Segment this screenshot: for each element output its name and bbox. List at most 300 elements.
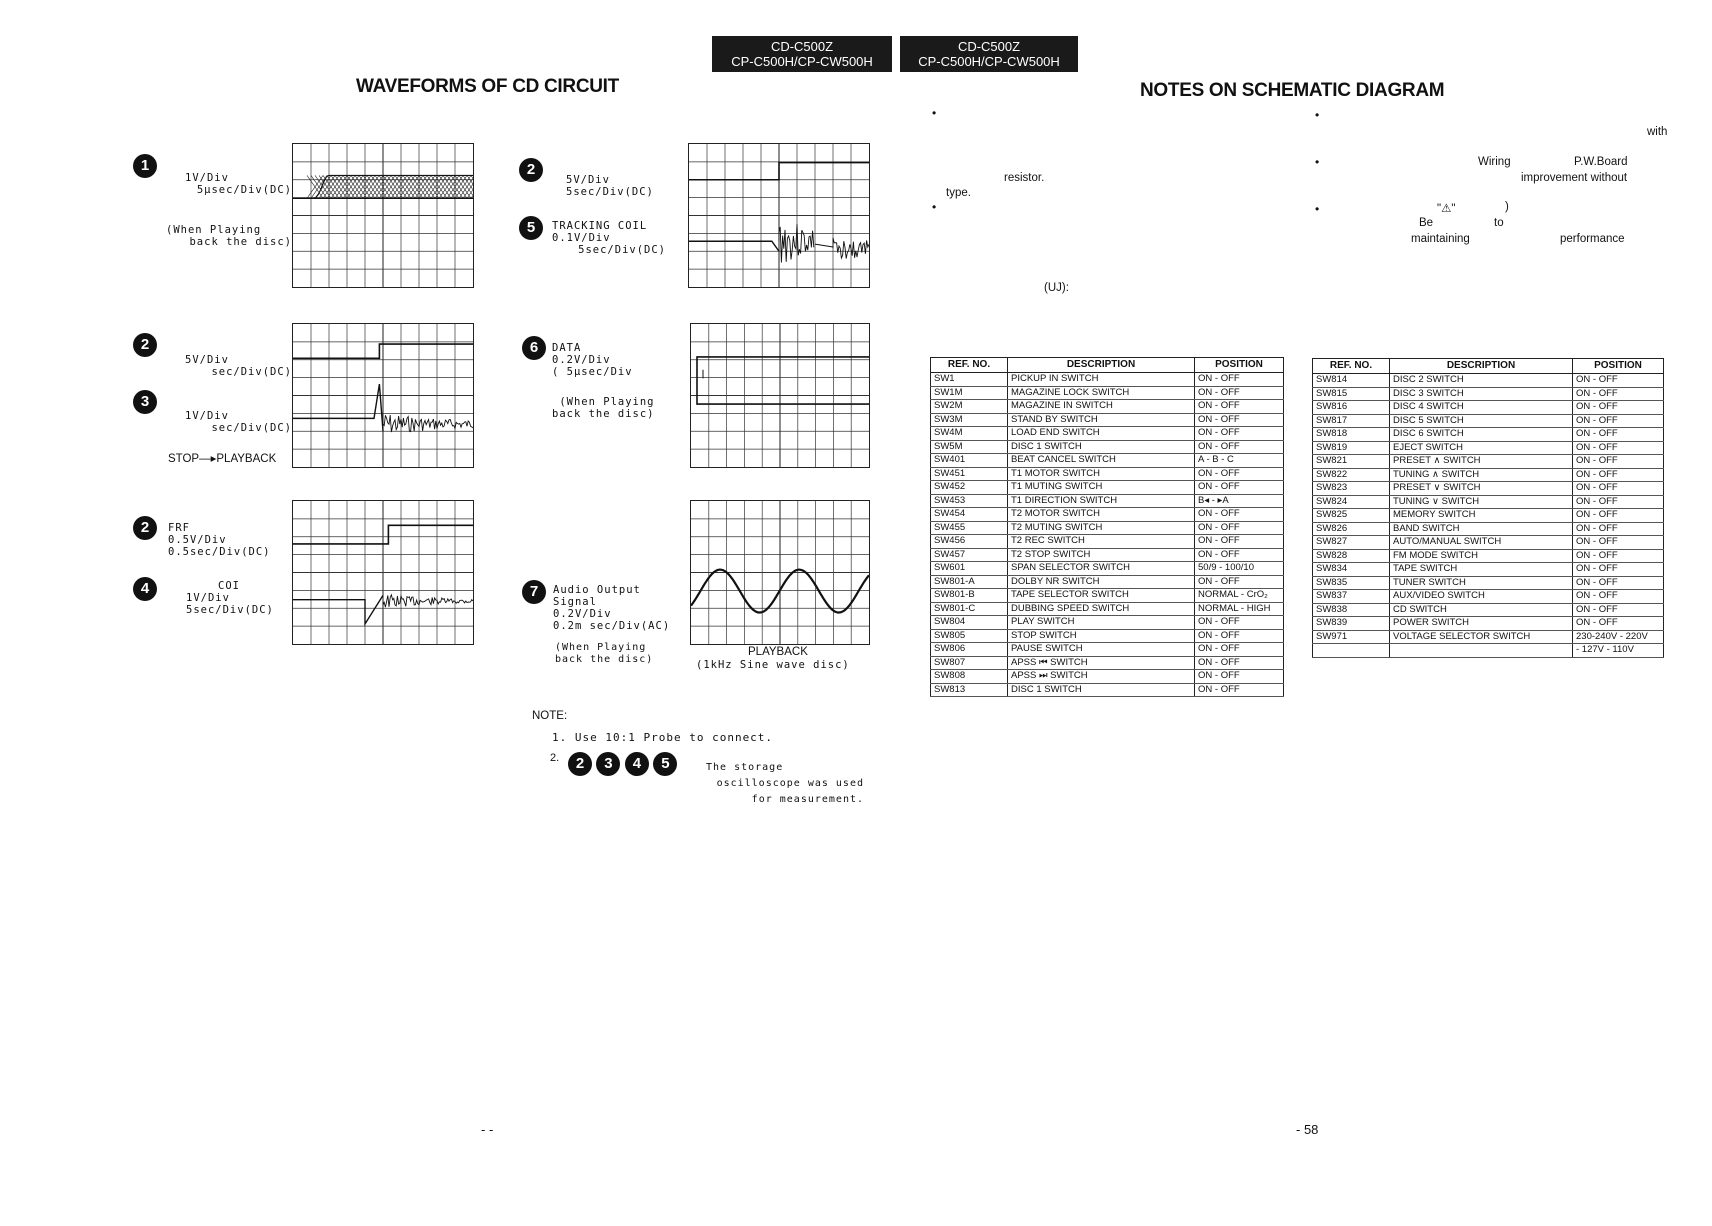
cell-ref: SW4M xyxy=(931,427,1008,441)
col-description: DESCRIPTION xyxy=(1390,359,1573,374)
text-be: Be xyxy=(1419,217,1434,229)
cell-ref: SW1M xyxy=(931,386,1008,400)
table-row xyxy=(931,386,1284,400)
waveform-2-labels xyxy=(566,174,654,198)
bullet: • xyxy=(1315,202,1320,216)
trace xyxy=(697,378,869,404)
table-row xyxy=(931,548,1284,562)
trace xyxy=(293,384,383,431)
scale-label: 5V/Div xyxy=(185,354,229,366)
table-row xyxy=(1313,576,1664,590)
note-2-num: 2. xyxy=(550,752,560,764)
table-row xyxy=(1313,455,1664,469)
scope-grid-7 xyxy=(690,500,870,645)
cell-description: PLAY SWITCH xyxy=(1008,616,1195,630)
cell-description: DUBBING SPEED SWITCH xyxy=(1008,602,1195,616)
signal-label: COI xyxy=(218,580,240,592)
cell-ref: SW808 xyxy=(931,670,1008,684)
cell-ref: SW823 xyxy=(1313,482,1390,496)
marker-2b: 2 xyxy=(133,516,157,540)
table-row xyxy=(931,670,1284,684)
text-wiring: Wiring xyxy=(1478,156,1511,168)
cell-position: ON - OFF xyxy=(1573,522,1664,536)
scale-label: 5sec/Div(DC) xyxy=(578,244,666,256)
cell-position: ON - OFF xyxy=(1573,563,1664,577)
table-header-row xyxy=(1313,359,1664,374)
table-row xyxy=(931,643,1284,657)
col-position: POSITION xyxy=(1573,359,1664,374)
marker-4-note: 4 xyxy=(625,752,649,776)
cell-description: MAGAZINE IN SWITCH xyxy=(1008,400,1195,414)
sine-disc-label: (1kHz Sine wave disc) xyxy=(696,659,850,671)
table-row xyxy=(1313,495,1664,509)
cell-ref: SW5M xyxy=(931,440,1008,454)
cell-position: ON - OFF xyxy=(1195,548,1284,562)
text-with: with xyxy=(1647,126,1668,138)
cell-ref: SW455 xyxy=(931,521,1008,535)
trace xyxy=(293,595,383,624)
table-row xyxy=(1313,441,1664,455)
cell-description: T2 REC SWITCH xyxy=(1008,535,1195,549)
cell-position: ON - OFF xyxy=(1195,508,1284,522)
cell-ref: SW839 xyxy=(1313,617,1390,631)
cell-description: VOLTAGE SELECTOR SWITCH xyxy=(1390,630,1573,644)
cell-ref: SW452 xyxy=(931,481,1008,495)
table-row xyxy=(931,521,1284,535)
cell-ref: SW814 xyxy=(1313,374,1390,388)
cell-description: LOAD END SWITCH xyxy=(1008,427,1195,441)
waveforms-title: WAVEFORMS OF CD CIRCUIT xyxy=(356,76,619,97)
col-ref: REF. NO. xyxy=(931,358,1008,373)
table-row xyxy=(931,589,1284,603)
cell-ref: SW835 xyxy=(1313,576,1390,590)
note-line: The storage xyxy=(706,762,784,773)
signal-label: FRF xyxy=(168,522,190,534)
cell-position: ON - OFF xyxy=(1573,617,1664,631)
cell-ref: SW805 xyxy=(931,629,1008,643)
cell-description: PRESET ∨ SWITCH xyxy=(1390,482,1573,496)
marker-1: 1 xyxy=(133,154,157,178)
cell-position: ON - OFF xyxy=(1195,643,1284,657)
cell-description: DISC 3 SWITCH xyxy=(1390,387,1573,401)
cell-description: STAND BY SWITCH xyxy=(1008,413,1195,427)
cell-position: ON - OFF xyxy=(1195,481,1284,495)
cell-position: 230-240V - 220V xyxy=(1573,630,1664,644)
cell-description: AUTO/MANUAL SWITCH xyxy=(1390,536,1573,550)
table-row xyxy=(931,413,1284,427)
table-row xyxy=(1313,549,1664,563)
cell-description: MEMORY SWITCH xyxy=(1390,509,1573,523)
scope-grid-6 xyxy=(690,323,870,468)
cell-description: T1 MOTOR SWITCH xyxy=(1008,467,1195,481)
cell-ref: SW1 xyxy=(931,373,1008,387)
cell-description: T2 STOP SWITCH xyxy=(1008,548,1195,562)
table-row xyxy=(931,616,1284,630)
scale-label: 5µsec/Div(DC) xyxy=(196,184,292,196)
table-row xyxy=(1313,630,1664,644)
model-banner-left xyxy=(712,36,892,72)
marker-2-note: 2 xyxy=(568,752,592,776)
trace xyxy=(697,357,869,378)
cell-position: ON - OFF xyxy=(1573,576,1664,590)
text-uj: (UJ): xyxy=(1044,282,1069,294)
bullet: • xyxy=(932,106,937,120)
note-2 xyxy=(550,752,559,764)
cell-position: ON - OFF xyxy=(1195,521,1284,535)
cell-ref: SW817 xyxy=(1313,414,1390,428)
cell-position: ON - OFF xyxy=(1195,575,1284,589)
bullet: • xyxy=(1315,155,1320,169)
col-description: DESCRIPTION xyxy=(1008,358,1195,373)
model-subtitle: CP-C500H/CP-CW500H xyxy=(918,54,1060,69)
cell-position: ON - OFF xyxy=(1573,509,1664,523)
cell-position: ON - OFF xyxy=(1195,427,1284,441)
table-row xyxy=(931,629,1284,643)
cell-ref: SW801-B xyxy=(931,589,1008,603)
cell-description: T2 MUTING SWITCH xyxy=(1008,521,1195,535)
cell-position: ON - OFF xyxy=(1573,455,1664,469)
cell-description: T1 DIRECTION SWITCH xyxy=(1008,494,1195,508)
cell-description: DISC 2 SWITCH xyxy=(1390,374,1573,388)
cell-description: PRESET ∧ SWITCH xyxy=(1390,455,1573,469)
text-resistor: resistor. xyxy=(1004,172,1045,184)
marker-5-note: 5 xyxy=(653,752,677,776)
cell-ref: SW456 xyxy=(931,535,1008,549)
cell-ref: SW819 xyxy=(1313,441,1390,455)
cell-ref: SW453 xyxy=(931,494,1008,508)
waveform-7-cond xyxy=(555,642,653,666)
waveform-24-labels xyxy=(168,522,271,558)
signal-label: Signal xyxy=(553,596,597,608)
cell-ref: SW801-C xyxy=(931,602,1008,616)
cell-position: NORMAL - HIGH xyxy=(1195,602,1284,616)
waveform-1-cond xyxy=(166,224,292,248)
cell-position: ON - OFF xyxy=(1195,373,1284,387)
table-row xyxy=(931,508,1284,522)
cell-position: ON - OFF xyxy=(1573,468,1664,482)
table-row xyxy=(931,683,1284,697)
trace xyxy=(689,163,869,180)
text-pwboard: P.W.Board xyxy=(1574,156,1628,168)
text-maintaining: maintaining xyxy=(1411,233,1470,245)
trace xyxy=(689,241,779,251)
cell-ref: SW837 xyxy=(1313,590,1390,604)
table-row xyxy=(1313,522,1664,536)
cell-ref: SW815 xyxy=(1313,387,1390,401)
cell-description: AUX/VIDEO SWITCH xyxy=(1390,590,1573,604)
cell-ref: SW827 xyxy=(1313,536,1390,550)
table-row xyxy=(1313,644,1664,658)
trace xyxy=(815,244,833,247)
table-row xyxy=(931,481,1284,495)
cell-description: T1 MUTING SWITCH xyxy=(1008,481,1195,495)
cell-ref: SW454 xyxy=(931,508,1008,522)
trace xyxy=(383,415,473,432)
model-title: CD-C500Z xyxy=(957,39,1021,54)
cell-description: DISC 1 SWITCH xyxy=(1008,683,1195,697)
cell-description: T2 MOTOR SWITCH xyxy=(1008,508,1195,522)
scale-label: 0.5V/Div xyxy=(168,534,227,546)
table-row xyxy=(931,656,1284,670)
cell-ref: SW2M xyxy=(931,400,1008,414)
cell-ref: SW813 xyxy=(931,683,1008,697)
cell-position: ON - OFF xyxy=(1195,400,1284,414)
cell-description xyxy=(1390,644,1573,658)
cell-ref: SW828 xyxy=(1313,549,1390,563)
cell-ref: SW834 xyxy=(1313,563,1390,577)
scope-grid-24 xyxy=(292,500,474,645)
cell-ref: SW807 xyxy=(931,656,1008,670)
cell-ref: SW821 xyxy=(1313,455,1390,469)
signal-label: DATA xyxy=(552,342,582,354)
table-row xyxy=(1313,428,1664,442)
col-position: POSITION xyxy=(1195,358,1284,373)
stop-playback-label: STOP—▸PLAYBACK xyxy=(168,453,277,465)
scale-label: 1V/Div xyxy=(185,172,229,184)
cell-position: ON - OFF xyxy=(1195,656,1284,670)
text-improvement: improvement without xyxy=(1521,172,1628,184)
switch-table-left xyxy=(930,357,1284,697)
marker-7: 7 xyxy=(522,580,546,604)
scale-label: 5sec/Div(DC) xyxy=(186,604,274,616)
text-type: type. xyxy=(946,187,971,199)
waveform-7-labels xyxy=(553,584,689,632)
marker-3-note: 3 xyxy=(596,752,620,776)
cell-position: B◂ - ▸A xyxy=(1195,494,1284,508)
scale-label: sec/Div(DC) xyxy=(211,422,292,434)
note-line: oscilloscope was used xyxy=(716,778,864,789)
cell-position: ON - OFF xyxy=(1573,536,1664,550)
cell-position: ON - OFF xyxy=(1573,549,1664,563)
cell-position: ON - OFF xyxy=(1195,535,1284,549)
marker-6: 6 xyxy=(522,336,546,360)
table-row xyxy=(1313,374,1664,388)
cell-position: ON - OFF xyxy=(1573,387,1664,401)
col-ref: REF. NO. xyxy=(1313,359,1390,374)
cell-position: A - B - C xyxy=(1195,454,1284,468)
cell-ref: SW601 xyxy=(931,562,1008,576)
cell-ref: SW451 xyxy=(931,467,1008,481)
marker-4: 4 xyxy=(133,577,157,601)
cell-description: TUNER SWITCH xyxy=(1390,576,1573,590)
cell-position: ON - OFF xyxy=(1573,374,1664,388)
cell-ref: SW401 xyxy=(931,454,1008,468)
scale-label: 5V/Div xyxy=(566,174,610,186)
cell-description: FM MODE SWITCH xyxy=(1390,549,1573,563)
scale-label: sec/Div(DC) xyxy=(211,366,292,378)
cell-description: APSS ⏮ SWITCH xyxy=(1008,656,1195,670)
scale-label: 0.5sec/Div(DC) xyxy=(168,546,271,558)
table-row xyxy=(931,575,1284,589)
cell-position: NORMAL - CrO₂ xyxy=(1195,589,1284,603)
cell-position: - 127V - 110V xyxy=(1573,644,1664,658)
table-row xyxy=(931,535,1284,549)
cell-description: TAPE SWITCH xyxy=(1390,563,1573,577)
scale-label: 0.1V/Div xyxy=(552,232,611,244)
cell-position: ON - OFF xyxy=(1195,616,1284,630)
table-row xyxy=(1313,590,1664,604)
cell-description: DOLBY NR SWITCH xyxy=(1008,575,1195,589)
cell-description: EJECT SWITCH xyxy=(1390,441,1573,455)
cell-ref: SW806 xyxy=(931,643,1008,657)
scale-label: 0.2V/Div xyxy=(553,608,612,620)
schematic-notes-title: NOTES ON SCHEMATIC DIAGRAM xyxy=(1140,80,1445,101)
condition-label: (When Playing xyxy=(166,224,262,236)
table-row xyxy=(1313,401,1664,415)
scope-grid-23 xyxy=(292,323,474,468)
table-row xyxy=(931,427,1284,441)
scale-label: 0.2m sec/Div(AC) xyxy=(553,620,671,632)
cell-description: PICKUP IN SWITCH xyxy=(1008,373,1195,387)
model-title: CD-C500Z xyxy=(770,39,834,54)
waveform-6-cond xyxy=(552,396,655,420)
table-row xyxy=(1313,603,1664,617)
condition-label: back the disc) xyxy=(189,236,292,248)
cell-description: POWER SWITCH xyxy=(1390,617,1573,631)
scale-label: ( 5µsec/Div xyxy=(552,366,633,378)
cell-ref: SW3M xyxy=(931,413,1008,427)
text-to: to xyxy=(1494,217,1504,229)
cell-ref: SW804 xyxy=(931,616,1008,630)
cell-ref: SW971 xyxy=(1313,630,1390,644)
cell-description: DISC 4 SWITCH xyxy=(1390,401,1573,415)
cell-ref: SW838 xyxy=(1313,603,1390,617)
table-row xyxy=(1313,468,1664,482)
cell-position: ON - OFF xyxy=(1573,414,1664,428)
table-row xyxy=(1313,387,1664,401)
cell-position: ON - OFF xyxy=(1573,482,1664,496)
cell-ref: SW457 xyxy=(931,548,1008,562)
text-paren: ) xyxy=(1505,201,1509,213)
cell-ref: SW824 xyxy=(1313,495,1390,509)
waveform-23-labels xyxy=(150,354,292,378)
scope-grid-25 xyxy=(688,143,870,288)
cell-position: ON - OFF xyxy=(1195,467,1284,481)
cell-description: PAUSE SWITCH xyxy=(1008,643,1195,657)
text-performance: performance xyxy=(1560,233,1625,245)
cell-position: ON - OFF xyxy=(1573,495,1664,509)
warning-symbol: "⚠" xyxy=(1437,203,1456,215)
note-heading: NOTE: xyxy=(532,710,568,722)
marker-2: 2 xyxy=(133,333,157,357)
model-subtitle: CP-C500H/CP-CW500H xyxy=(731,54,873,69)
trace xyxy=(383,595,473,607)
table-row xyxy=(1313,414,1664,428)
note-2-markers xyxy=(568,752,677,776)
cell-position: ON - OFF xyxy=(1195,683,1284,697)
cell-ref: SW801-A xyxy=(931,575,1008,589)
cell-position: ON - OFF xyxy=(1195,386,1284,400)
cell-description: DISC 1 SWITCH xyxy=(1008,440,1195,454)
condition-label: (When Playing xyxy=(555,642,647,653)
condition-label: back the disc) xyxy=(552,408,655,420)
waveform-5-labels xyxy=(552,220,666,256)
scale-label: 1V/Div xyxy=(186,592,230,604)
waveform-6-labels xyxy=(552,342,633,378)
table-row xyxy=(931,562,1284,576)
cell-position: ON - OFF xyxy=(1573,441,1664,455)
table-row xyxy=(1313,536,1664,550)
note-line: for measurement. xyxy=(751,794,864,805)
cell-ref: SW822 xyxy=(1313,468,1390,482)
cell-position: ON - OFF xyxy=(1573,590,1664,604)
table-row xyxy=(1313,617,1664,631)
cell-description: STOP SWITCH xyxy=(1008,629,1195,643)
scale-label: 1V/Div xyxy=(185,410,229,422)
scale-label: 5sec/Div(DC) xyxy=(566,186,654,198)
condition-label: (When Playing xyxy=(559,396,655,408)
marker-3: 3 xyxy=(133,390,157,414)
cell-description: APSS ⏭ SWITCH xyxy=(1008,670,1195,684)
cell-position: ON - OFF xyxy=(1573,603,1664,617)
marker-5: 5 xyxy=(519,216,543,240)
signal-label: Audio Output xyxy=(553,584,641,596)
cell-ref xyxy=(1313,644,1390,658)
scale-label: 0.2V/Div xyxy=(552,354,611,366)
cell-description: DISC 5 SWITCH xyxy=(1390,414,1573,428)
table-row xyxy=(931,467,1284,481)
waveform-24-labels-b xyxy=(186,580,274,616)
table-row xyxy=(931,373,1284,387)
cell-description: CD SWITCH xyxy=(1390,603,1573,617)
cell-position: ON - OFF xyxy=(1195,440,1284,454)
bullet: • xyxy=(932,200,937,214)
signal-label: TRACKING COIL xyxy=(552,220,648,232)
bullet: • xyxy=(1315,108,1320,122)
cell-description: BEAT CANCEL SWITCH xyxy=(1008,454,1195,468)
page-number: - 58 xyxy=(1296,1122,1319,1137)
cell-ref: SW826 xyxy=(1313,522,1390,536)
note-1: 1. Use 10:1 Probe to connect. xyxy=(552,731,774,744)
table-row xyxy=(931,454,1284,468)
table-row xyxy=(1313,509,1664,523)
cell-description: DISC 6 SWITCH xyxy=(1390,428,1573,442)
table-row xyxy=(931,602,1284,616)
cell-position: 50/9 - 100/10 xyxy=(1195,562,1284,576)
cell-description: SPAN SELECTOR SWITCH xyxy=(1008,562,1195,576)
cell-ref: SW825 xyxy=(1313,509,1390,523)
cell-position: ON - OFF xyxy=(1573,428,1664,442)
waveform-1-labels xyxy=(152,172,292,196)
cell-position: ON - OFF xyxy=(1195,629,1284,643)
table-header-row xyxy=(931,358,1284,373)
table-row xyxy=(1313,482,1664,496)
cell-position: ON - OFF xyxy=(1195,413,1284,427)
marker-2c: 2 xyxy=(519,158,543,182)
cell-position: ON - OFF xyxy=(1195,670,1284,684)
cell-description: TUNING ∧ SWITCH xyxy=(1390,468,1573,482)
table-row xyxy=(931,494,1284,508)
cell-description: TAPE SELECTOR SWITCH xyxy=(1008,589,1195,603)
cell-description: TUNING ∨ SWITCH xyxy=(1390,495,1573,509)
playback-label: PLAYBACK xyxy=(748,646,808,658)
cell-description: BAND SWITCH xyxy=(1390,522,1573,536)
condition-label: back the disc) xyxy=(555,654,654,665)
cell-ref: SW816 xyxy=(1313,401,1390,415)
cell-ref: SW818 xyxy=(1313,428,1390,442)
table-row xyxy=(931,400,1284,414)
footer-dashes: - - xyxy=(481,1122,494,1137)
note-2-text xyxy=(700,760,864,808)
table-row xyxy=(931,440,1284,454)
waveform-23-labels-b xyxy=(150,410,292,434)
scope-grid-1 xyxy=(292,143,474,288)
table-row xyxy=(1313,563,1664,577)
switch-table-right xyxy=(1312,358,1664,658)
cell-description: MAGAZINE LOCK SWITCH xyxy=(1008,386,1195,400)
trace xyxy=(779,224,814,263)
model-banner-right xyxy=(900,36,1078,72)
